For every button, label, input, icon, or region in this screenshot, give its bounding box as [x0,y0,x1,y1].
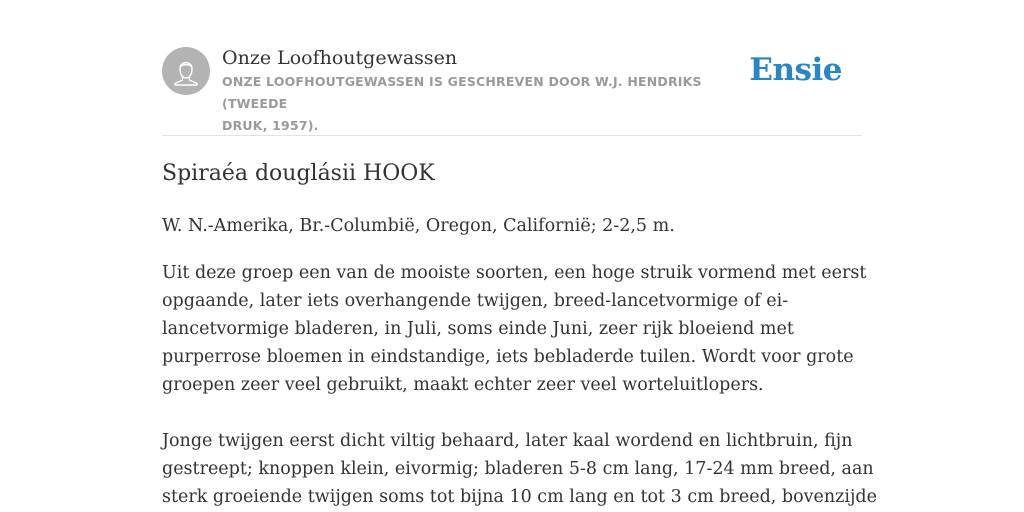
paragraph-line: Uit deze groep een van de mooiste soorten, een hoge struik vormend met eerst [162,263,867,283]
paragraph-line: sterk groeiende twijgen soms tot bijna 10 cm lang en tot 3 cm breed, bovenzijde [162,487,877,507]
paragraph-line: opgaande, later iets overhangende twijgen, breed-lancetvormige of ei- [162,291,789,311]
entry-title: Spiraéa douglásii HOOK [162,161,435,186]
source-description-line: ONZE LOOFHOUTGEWASSEN IS GESCHREVEN DOOR W.J. HENDRIKS (TWEEDE [222,74,702,111]
paragraph-line: Jonge twijgen eerst dicht viltig behaard, later kaal wordend en lichtbruin, fijn [162,431,853,451]
ensie-logo[interactable]: Ensie [749,52,842,88]
source-title[interactable]: Onze Loofhoutgewassen [222,47,458,69]
paragraph-line: lancetvormige bladeren, in Juli, soms einde Juni, zeer rijk bloeiend met [162,319,794,339]
paragraph-line: gestreept; knoppen klein, eivormig; bladeren 5-8 cm lang, 17-24 mm breed, aan [162,459,874,479]
source-description [222,71,762,137]
paragraph-2 [162,427,877,511]
user-avatar-icon [162,47,210,95]
source-description-line: DRUK, 1957). [222,118,319,133]
header-divider [162,135,862,136]
range-line: W. N.-Amerika, Br.-Columbië, Oregon, Californië; 2-2,5 m. [162,216,675,236]
paragraph-1 [162,259,867,399]
source-header [162,46,862,136]
paragraph-line: groepen zeer veel gebruikt, maakt echter zeer veel worteluitlopers. [162,375,764,395]
paragraph-line: purperrose bloemen in eindstandige, iets bebladerde tuilen. Wordt voor grote [162,347,854,367]
entry-body [162,212,877,511]
